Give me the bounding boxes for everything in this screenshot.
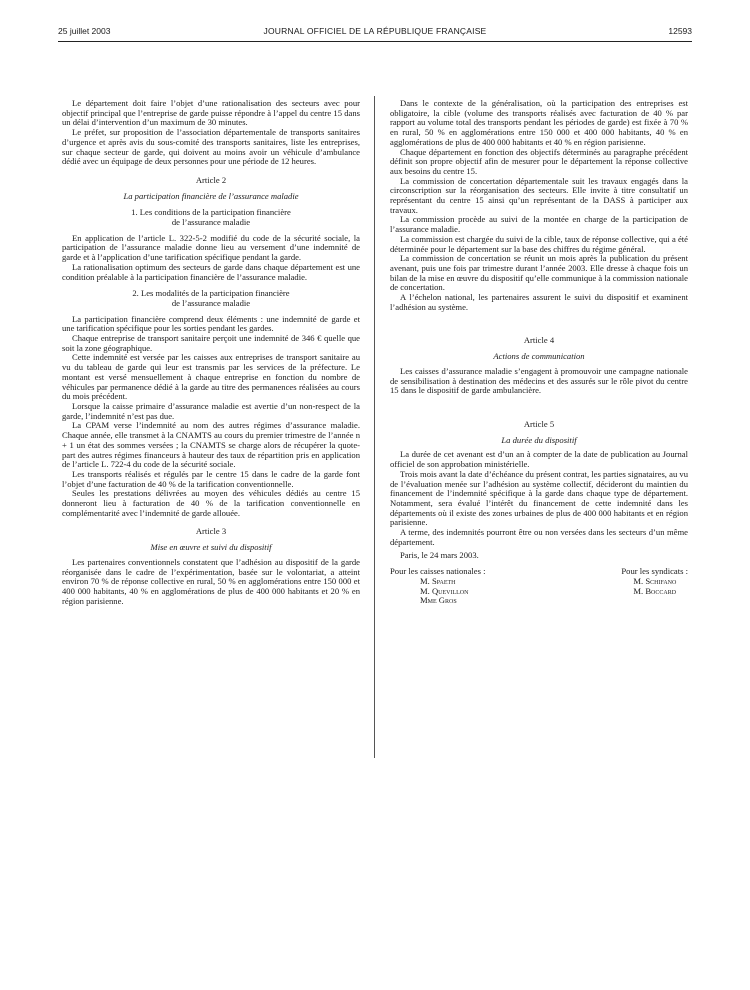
signatories-caisses-title: Pour les caisses nationales :	[390, 566, 486, 577]
signature-block	[390, 567, 688, 606]
paragraph: La CPAM verse l’indemnité au nom des autres régimes d’assurance maladie. Chaque année, elle transmet à la CNAMTS au cours du premier trimestre de l’année n + 1 un état des sommes versées ; la CNAMTS se charge alors de récupérer la quote-part des autres régimes financeurs à hauteur des taux de répartition pris en application de l’article L. 722-4 du code de la sécurité sociale.	[62, 420, 360, 470]
paragraph: En application de l’article L. 322-5-2 modifié du code de la sécurité sociale, la participation de l’assurance maladie donne lieu au versement d’une indemnité de garde et à l’application d’une tarification spécifique pendant la garde.	[62, 232, 360, 263]
paragraph: Les partenaires conventionnels constatent que l’adhésion au dispositif de la garde réorganisée dans le cadre de l’expérimentation, basée sur le volontariat, a atteint environ 70 % de réponse collective en rural, 50 % en agglomérations entre 150 000 et 400 000 habitants, 40 % en agglomérations de plus de 400 000 habitants et 20 % en région parisienne.	[62, 556, 360, 606]
article-heading: Article 3	[195, 526, 227, 537]
article-heading: Article 4	[523, 335, 555, 346]
place-date: Paris, le 24 mars 2003.	[400, 550, 479, 561]
paragraph: La commission est chargée du suivi de la cible, taux de réponse collective, qui a été déterminée pour le département sur la base des chiffres du régime général.	[390, 233, 688, 254]
paragraph: Chaque entreprise de transport sanitaire perçoit une indemnité de 346 € quelle que soit la zone géographique.	[62, 333, 360, 353]
paragraph: Le département doit faire l’objet d’une rationalisation des secteurs avec pour objectif principal que l’entreprise de garde puisse répondre à l’appel du centre 15 dans un délai d’intervention d’un maximum de 30 minutes.	[62, 98, 360, 128]
paragraph: La commission procède au suivi de la montée en charge de la participation de l’assurance maladie.	[390, 214, 688, 235]
subheading-line: de l’assurance maladie	[171, 217, 251, 228]
header-date: 25 juillet 2003	[58, 26, 111, 36]
paragraph: Les caisses d’assurance maladie s’engagent à promouvoir une campagne nationale de sensibilisation à destination des médecins et des assurés sur le rôle pivot du centre 15 dans le dispositif de garde ambulancière.	[390, 365, 688, 396]
article-heading: Article 2	[195, 174, 227, 185]
paragraph: A l’échelon national, les partenaires assurent le suivi du dispositif et examinent l’adhésion au système.	[390, 292, 688, 312]
article-title: La participation financière de l’assurance maladie	[123, 190, 299, 201]
section-subheading	[62, 208, 360, 227]
article-title: Mise en œuvre et suivi du dispositif	[150, 542, 272, 553]
paragraph: Les transports réalisés et régulés par le centre 15 dans le cadre de la garde font l’objet d’une facturation de 40 % de la tarification conventionnelle.	[62, 468, 360, 489]
subheading-line: 1. Les conditions de la participation financière	[131, 207, 291, 218]
article-title: Actions de communication	[493, 351, 585, 362]
paragraph: Lorsque la caisse primaire d’assurance maladie est avertie d’un non-respect de la garde, l’indemnité n’est pas due.	[62, 400, 360, 421]
left-column	[62, 99, 360, 606]
header-rule	[58, 41, 692, 42]
paragraph: Chaque département en fonction des objectifs déterminés au paragraphe précédent définit son propre objectif afin de mesurer pour le département la réponse collective aux besoins du centre 15.	[390, 146, 688, 176]
column-divider	[374, 96, 375, 758]
paragraph: La rationalisation optimum des secteurs de garde dans chaque département est une condition préalable à la participation financière de l’assurance maladie.	[62, 261, 360, 282]
article-heading: Article 5	[523, 418, 555, 429]
header-journal-title: JOURNAL OFFICIEL DE LA RÉPUBLIQUE FRANÇAISE	[263, 26, 487, 36]
header-page-number: 12593	[668, 26, 692, 36]
right-column	[390, 99, 688, 606]
signatories-syndicats-title: Pour les syndicats :	[621, 566, 688, 577]
paragraph: La durée de cet avenant est d’un an à compter de la date de publication au Journal officiel de son approbation ministérielle.	[390, 449, 688, 470]
signatory-name: Mme Gros	[420, 595, 457, 606]
signatory-name: M. Spaeth	[420, 575, 456, 586]
paragraph: Cette indemnité est versée par les caisses aux entreprises de transport sanitaire au vu du tableau de garde qui leur est transmis par les services de la préfecture. Le montant est versé mensuellement à chaque entreprise en fonction du nombre de véhicules par permanence dédié à la garde au titre des permanences réalisées au cours du mois précédent.	[62, 352, 360, 402]
article-title: La durée du dispositif	[501, 434, 577, 445]
paragraph: Dans le contexte de la généralisation, où la participation des entreprises est obligatoire, la cible (volume des transports réalisés avec facturation de 40 % par rapport au volume total des transports pendant les périodes de garde) est fixée à 70 % en rural, 50 % en agglomérations entre 150 000 et 400 000 habitants, 40 % en agglomérations de plus de 400 000 habitants et 40 % en région parisienne.	[390, 98, 688, 147]
paragraph: Seules les prestations délivrées au moyen des véhicules dédiés au centre 15 donneront lieu à facturation de 40 % de la tarification conventionnelle en complémentarité avec l’indemnité de garde allouée.	[62, 488, 360, 518]
paragraph: La commission de concertation départementale suit les travaux engagés dans la circonscription sur la réorganisation des secteurs. Elle invite à titre consultatif un représentant du centre 15 ainsi qu’un représentant de la DASS à participer aux travaux.	[390, 175, 688, 215]
signatory-name: M. Boccard	[633, 585, 677, 596]
page-header	[58, 26, 692, 40]
signatories-caisses	[390, 567, 485, 606]
subheading-line: de l’assurance maladie	[171, 297, 251, 308]
signatory-name: M. Schifano	[633, 575, 677, 586]
paragraph: Trois mois avant la date d’échéance du présent contrat, les parties signataires, au vu de l’évaluation menée sur l’adhésion au système collectif, décideront du maintien du financement de l’indemnité spécifique à la garde dans chaque type de département. Notamment, sera évalué l’intérêt du financement de cette indemnité dans les départements où il existe des zones urbaines de plus de 400 000 habitants et en région parisienne.	[390, 468, 688, 528]
paragraph: La participation financière comprend deux éléments : une indemnité de garde et une tarification spécifique pour les sorties pendant les gardes.	[62, 313, 360, 334]
subheading-line: 2. Les modalités de la participation financière	[132, 288, 290, 299]
section-subheading	[62, 289, 360, 308]
paragraph: La commission de concertation se réunit un mois après la publication du présent avenant, puis une fois par trimestre durant l’année 2003. Elle dresse à chaque fois un bilan de la mise en œuvre du dispositif qu’elle communique à la commission nationale de concertation.	[390, 253, 688, 293]
signatory-name: M. Quevillon	[420, 585, 469, 596]
paragraph: A terme, des indemnités pourront être ou non versées dans les secteurs d’un même département.	[390, 527, 688, 547]
signatories-syndicats	[621, 567, 688, 606]
paragraph: Le préfet, sur proposition de l’association départementale de transports sanitaires d’urgence et après avis du sous-comité des transports sanitaires, liste les entreprises, sur chaque secteur de garde, qui doivent au moins avoir un véhicule d’ambulance dédié avec un équipage de deux personnes pour une période de 12 heures.	[62, 127, 360, 167]
